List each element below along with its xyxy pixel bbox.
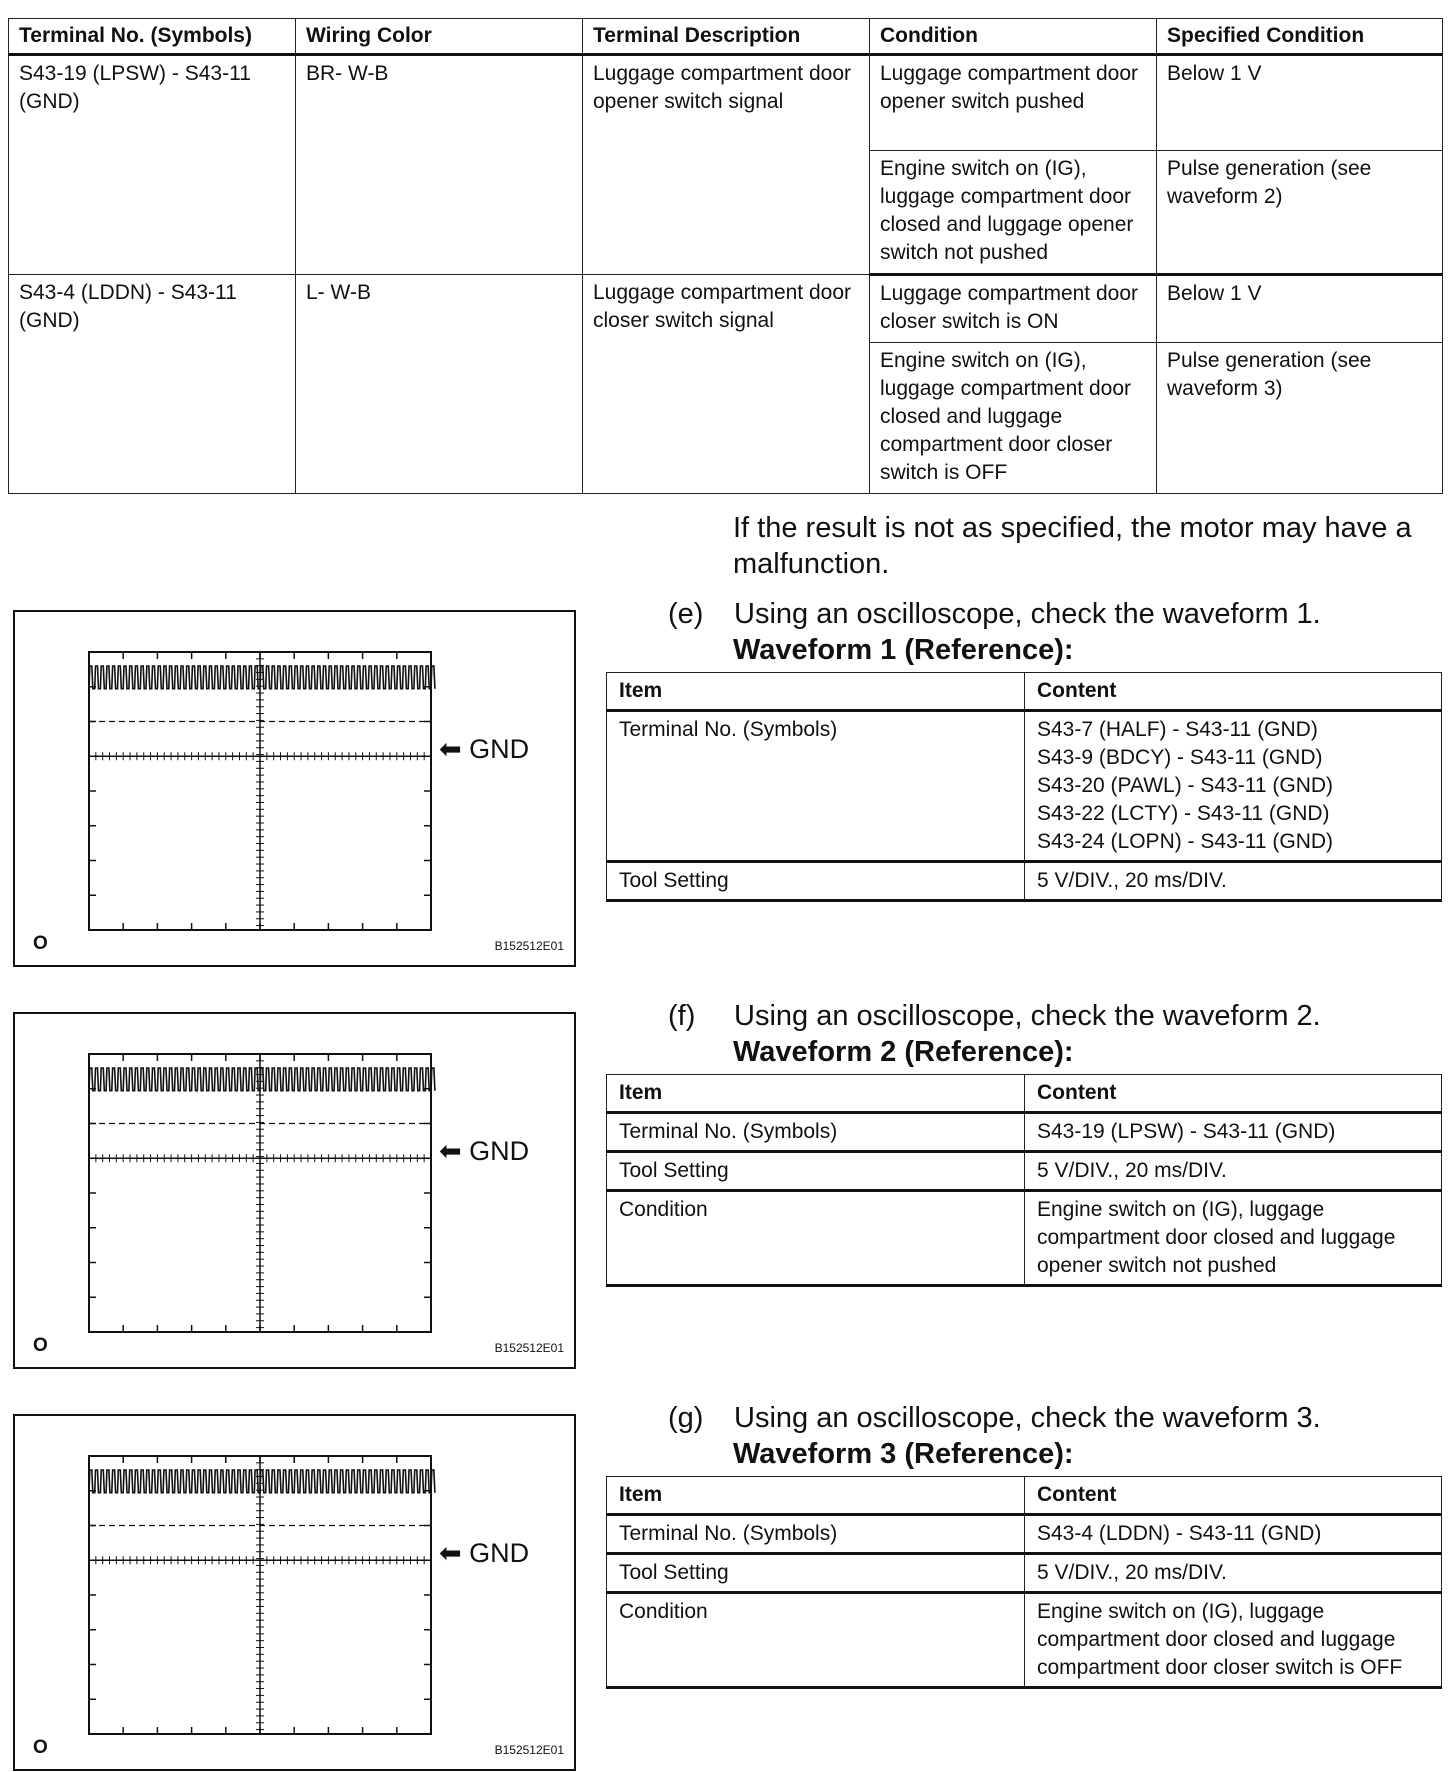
header-terminal-description: Terminal Description (583, 19, 870, 55)
waveform-1-table (606, 672, 1442, 902)
wiring-color-cell: L- W-B (296, 275, 583, 494)
item-cell: Terminal No. (Symbols) (607, 1515, 1025, 1554)
table-row (607, 1191, 1442, 1286)
oscilloscope-waveform-2 (13, 1012, 576, 1369)
header-content: Content (1025, 1477, 1442, 1515)
table-header-row (9, 19, 1443, 55)
waveform-2-plot (15, 1014, 574, 1367)
description-cell: Luggage compartment door closer switch signal (583, 275, 870, 494)
figure-code: B152512E01 (494, 1341, 564, 1355)
table-row (607, 1515, 1442, 1554)
waveform-3-plot (15, 1416, 574, 1769)
oscilloscope-waveform-1 (13, 610, 576, 967)
spec-cell: Below 1 V (1157, 275, 1443, 343)
pulse-waveform-trace (89, 1470, 435, 1493)
content-cell: 5 V/DIV., 20 ms/DIV. (1025, 1554, 1442, 1593)
waveform-3-title: Waveform 3 (Reference): (733, 1438, 1074, 1470)
item-cell: Terminal No. (Symbols) (607, 711, 1025, 862)
figure-code: B152512E01 (494, 939, 564, 953)
gnd-label: GND (469, 1136, 530, 1166)
table-row (607, 711, 1442, 862)
step-instruction: Using an oscilloscope, check the waveform 2. (734, 1000, 1321, 1032)
terminal-cell: S43-4 (LDDN) - S43-11 (GND) (9, 275, 296, 494)
header-condition: Condition (870, 19, 1157, 55)
table-header-row (607, 1477, 1442, 1515)
wiring-color-cell: BR- W-B (296, 55, 583, 275)
terminal-line: S43-7 (HALF) - S43-11 (GND) (1037, 718, 1318, 741)
origin-label: O (33, 1737, 48, 1758)
header-wiring-color: Wiring Color (296, 19, 583, 55)
table-header-row (607, 1075, 1442, 1113)
figure-code: B152512E01 (494, 1743, 564, 1757)
item-cell: Tool Setting (607, 862, 1025, 901)
pulse-waveform-trace (89, 1068, 435, 1091)
gnd-marker (439, 1136, 529, 1167)
item-cell: Tool Setting (607, 1554, 1025, 1593)
condition-cell: Engine switch on (IG), luggage compartment door closed and luggage opener switch not pushed (870, 151, 1157, 275)
content-cell (1025, 711, 1442, 862)
spec-cell: Pulse generation (see waveform 2) (1157, 151, 1443, 275)
origin-label: O (33, 933, 48, 954)
item-cell: Condition (607, 1191, 1025, 1286)
condition-cell: Luggage compartment door opener switch pushed (870, 55, 1157, 151)
pulse-waveform-trace (89, 666, 435, 689)
table-row (607, 1554, 1442, 1593)
content-cell: Engine switch on (IG), luggage compartment door closed and luggage opener switch not pushed (1025, 1191, 1442, 1286)
description-cell: Luggage compartment door opener switch signal (583, 55, 870, 275)
spec-cell: Pulse generation (see waveform 3) (1157, 343, 1443, 494)
step-marker: (e) (668, 598, 704, 630)
table-row (607, 862, 1442, 901)
content-cell: S43-19 (LPSW) - S43-11 (GND) (1025, 1113, 1442, 1152)
terminal-spec-table (8, 18, 1443, 494)
left-arrow-icon: ⬅ (439, 734, 462, 764)
item-cell: Condition (607, 1593, 1025, 1688)
content-cell: S43-4 (LDDN) - S43-11 (GND) (1025, 1515, 1442, 1554)
content-cell: Engine switch on (IG), luggage compartment door closed and luggage compartment door closer switch is OFF (1025, 1593, 1442, 1688)
table-row (9, 55, 1443, 151)
step-marker: (g) (668, 1402, 704, 1434)
gnd-label: GND (469, 1538, 530, 1568)
header-item: Item (607, 673, 1025, 711)
table-header-row (607, 673, 1442, 711)
oscilloscope-waveform-3 (13, 1414, 576, 1771)
header-terminal: Terminal No. (Symbols) (9, 19, 296, 55)
table-row (607, 1152, 1442, 1191)
gnd-marker (439, 1538, 529, 1569)
waveform-2-table (606, 1074, 1442, 1287)
terminal-line: S43-20 (PAWL) - S43-11 (GND) (1037, 774, 1334, 797)
table-row (9, 275, 1443, 343)
terminal-line: S43-24 (LOPN) - S43-11 (GND) (1037, 830, 1334, 853)
header-item: Item (607, 1477, 1025, 1515)
condition-cell: Engine switch on (IG), luggage compartment door closed and luggage compartment door closer switch is OFF (870, 343, 1157, 494)
left-arrow-icon: ⬅ (439, 1136, 462, 1166)
header-specified-condition: Specified Condition (1157, 19, 1443, 55)
waveform-1-plot (15, 612, 574, 965)
step-instruction: Using an oscilloscope, check the waveform 3. (734, 1402, 1321, 1434)
waveform-3-table (606, 1476, 1442, 1689)
terminal-cell: S43-19 (LPSW) - S43-11 (GND) (9, 55, 296, 275)
step-instruction: Using an oscilloscope, check the waveform 1. (734, 598, 1321, 630)
origin-label: O (33, 1335, 48, 1356)
step-marker: (f) (668, 1000, 696, 1032)
gnd-label: GND (469, 734, 530, 764)
header-content: Content (1025, 1075, 1442, 1113)
waveform-1-title: Waveform 1 (Reference): (733, 634, 1074, 666)
table-row (607, 1113, 1442, 1152)
gnd-marker (439, 734, 529, 765)
left-arrow-icon: ⬅ (439, 1538, 462, 1568)
terminal-line: S43-22 (LCTY) - S43-11 (GND) (1037, 802, 1330, 825)
content-cell: 5 V/DIV., 20 ms/DIV. (1025, 862, 1442, 901)
table-row (607, 1593, 1442, 1688)
spec-cell: Below 1 V (1157, 55, 1443, 151)
malfunction-note: If the result is not as specified, the motor may have a malfunction. (733, 512, 1412, 580)
item-cell: Tool Setting (607, 1152, 1025, 1191)
condition-cell: Luggage compartment door closer switch is ON (870, 275, 1157, 343)
content-cell: 5 V/DIV., 20 ms/DIV. (1025, 1152, 1442, 1191)
header-content: Content (1025, 673, 1442, 711)
waveform-2-title: Waveform 2 (Reference): (733, 1036, 1074, 1068)
terminal-line: S43-9 (BDCY) - S43-11 (GND) (1037, 746, 1323, 769)
header-item: Item (607, 1075, 1025, 1113)
item-cell: Terminal No. (Symbols) (607, 1113, 1025, 1152)
